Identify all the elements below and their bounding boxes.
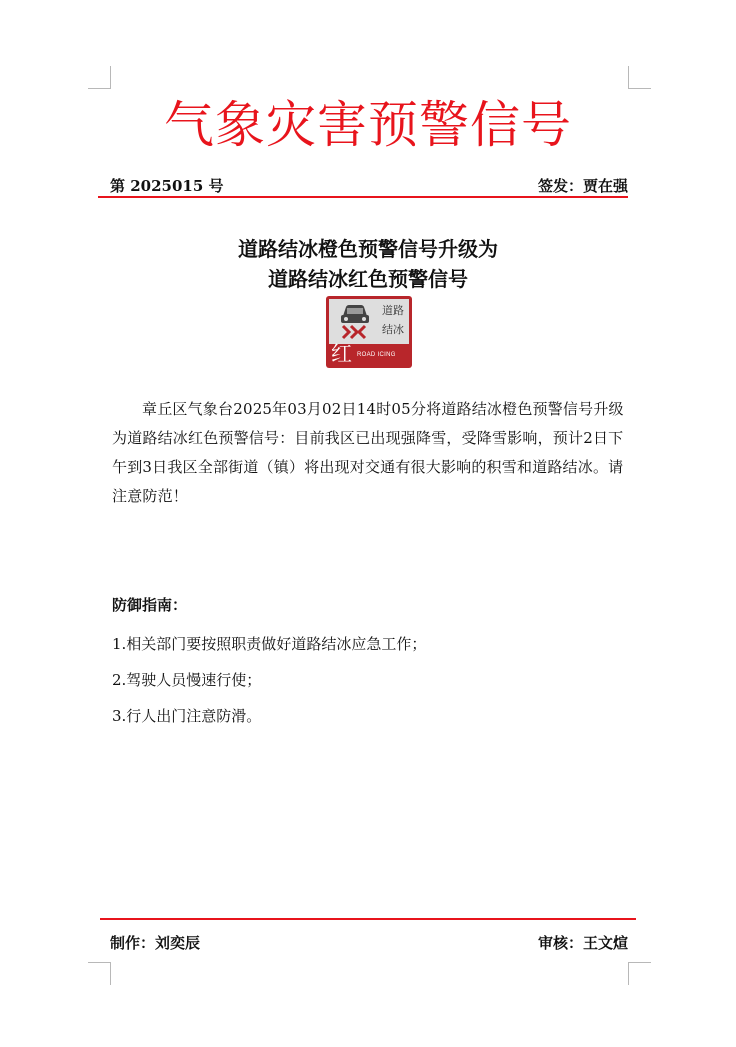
reviewer: 审核：王文煊 [537, 934, 628, 952]
signal-color-label: 红 [331, 342, 352, 366]
footer-divider [100, 918, 636, 920]
guide-item: 1.相关部门要按照职责做好道路结冰应急工作； [112, 635, 427, 653]
guide-item: 3.行人出门注意防滑。 [112, 707, 262, 725]
guide-item: 2.驾驶人员慢速行使； [112, 671, 262, 689]
issue-row [110, 176, 628, 196]
header-divider [98, 196, 628, 198]
crop-mark-top-left [88, 66, 111, 89]
crop-mark-bottom-left [88, 962, 111, 985]
maker: 制作：刘奕辰 [110, 934, 201, 952]
signal-zh-label [376, 301, 410, 339]
document-title-line2: 道路结冰红色预警信号 [268, 267, 468, 291]
footer-row [110, 933, 628, 953]
signer: 签发：贾在强 [537, 177, 628, 195]
body-paragraph: 章丘区气象台2025年03月02日14时05分将道路结冰橙色预警信号升级为道路结冰红色预警信号：目前我区已出现强降雪，受降雪影响，预计2日下午到3日我区全部街道（镇）将出现对交通有很大影响的积雪和道路结冰。请注意防范！ [112, 400, 624, 505]
document-title-line1: 道路结冰橙色预警信号升级为 [238, 237, 498, 261]
signal-zh-line2: 结冰 [382, 323, 404, 336]
crop-mark-top-right [628, 66, 651, 89]
header-title: 气象灾害预警信号 [164, 96, 572, 154]
car-skid-icon [335, 299, 373, 344]
signal-top-panel [329, 299, 409, 344]
signal-zh-line1: 道路 [382, 304, 404, 317]
crop-mark-bottom-right [628, 962, 651, 985]
document-title [0, 234, 736, 294]
guide-heading: 防御指南： [112, 596, 188, 614]
signal-en-label: ROAD ICING [357, 352, 396, 358]
road-icing-red-warning-icon [326, 296, 412, 368]
issue-number: 第 2025015 号 [110, 177, 224, 195]
